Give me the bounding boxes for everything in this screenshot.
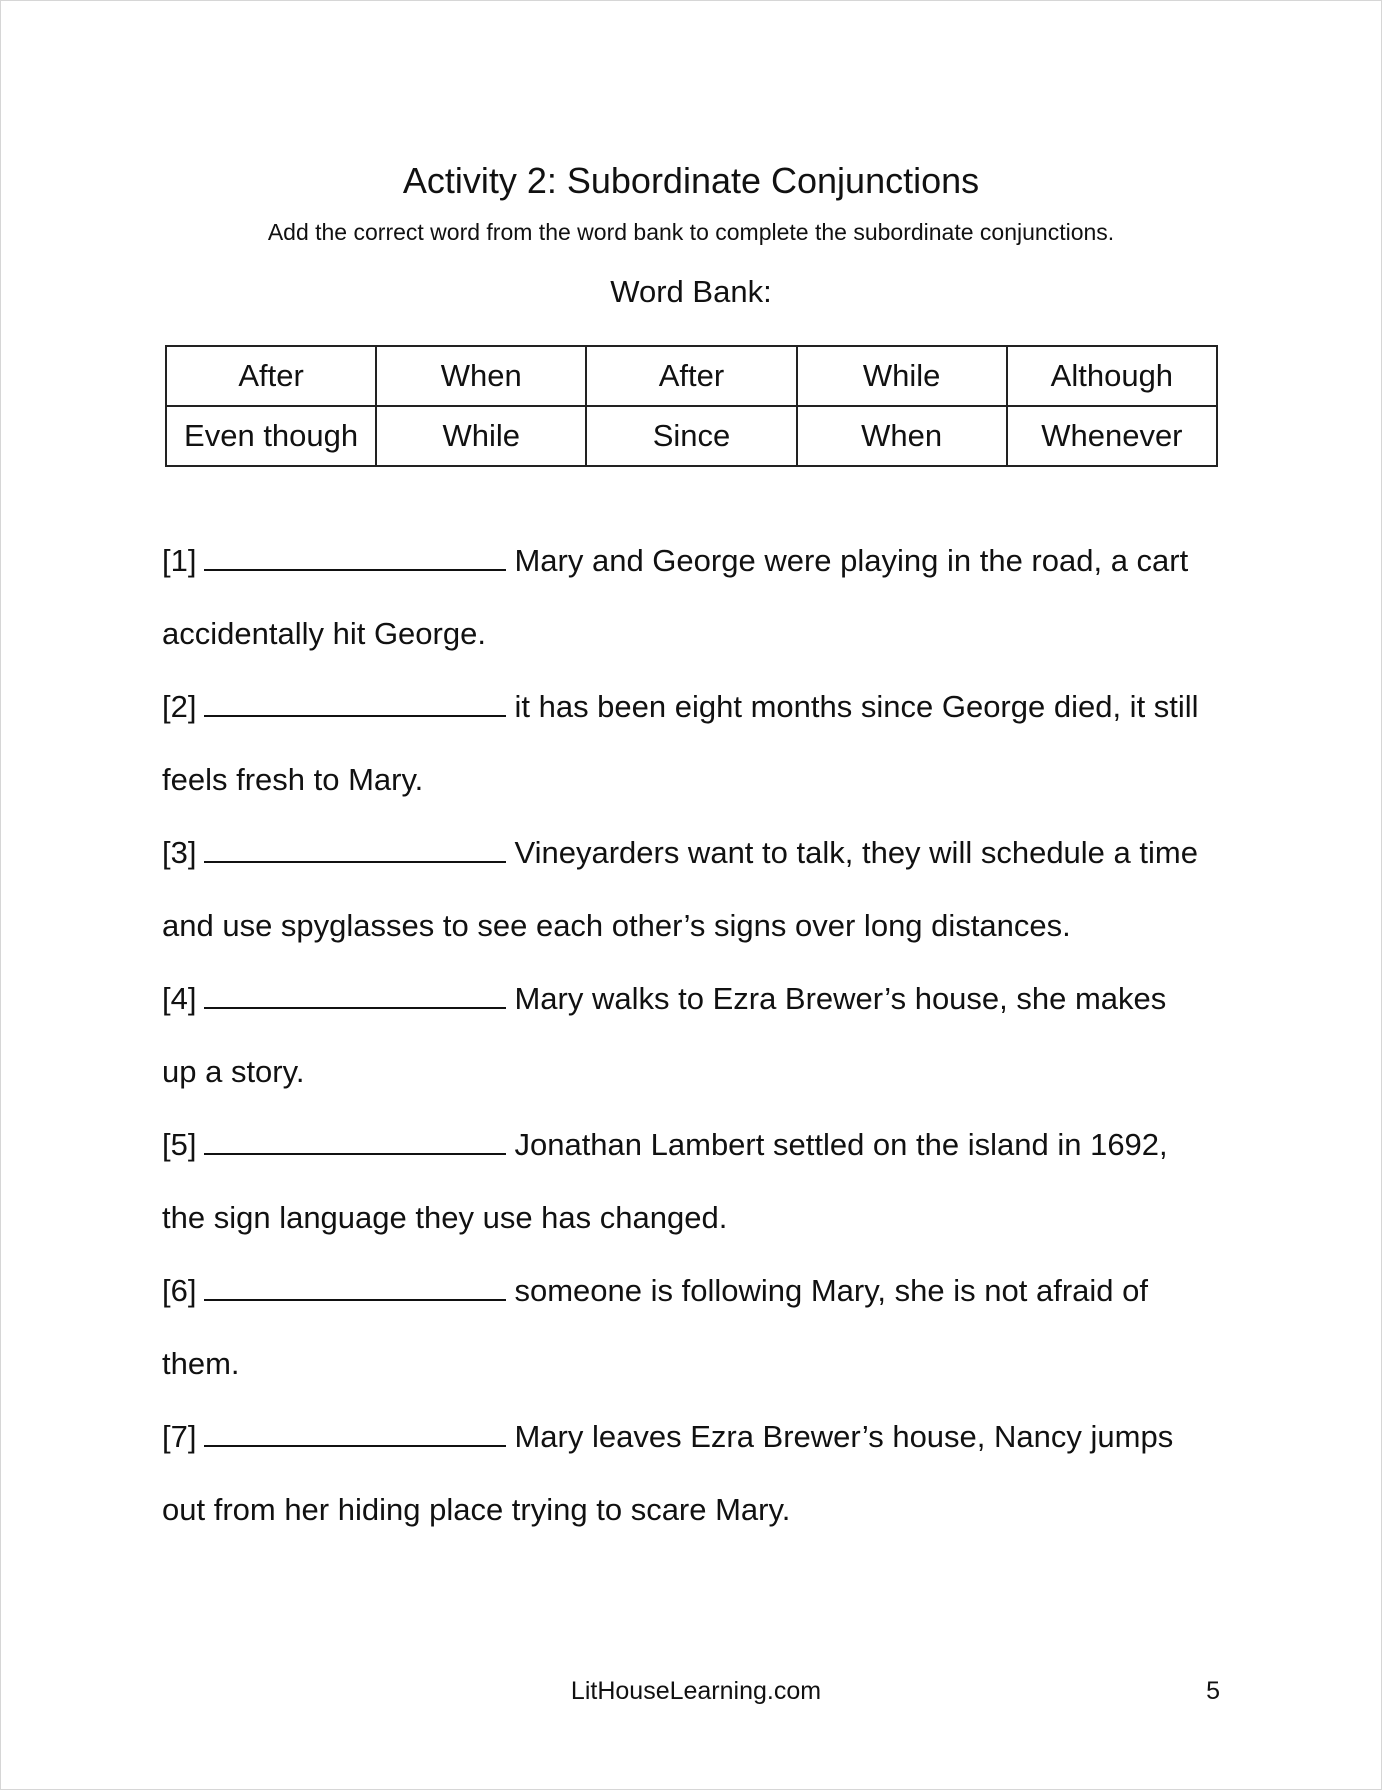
answer-blank[interactable] — [204, 1415, 506, 1447]
word-bank-row — [166, 346, 1217, 406]
item-number: [5] — [162, 1127, 197, 1162]
exercise-item-6 — [162, 1254, 1232, 1400]
item-text-line2: the sign language they use has changed. — [162, 1200, 728, 1235]
word-bank-row — [166, 406, 1217, 466]
answer-blank[interactable] — [204, 831, 506, 863]
word-bank-cell: When — [376, 346, 586, 406]
exercise-item-1 — [162, 524, 1232, 670]
item-text-line1: Mary walks to Ezra Brewer’s house, she makes — [514, 981, 1167, 1016]
word-bank-cell: Since — [586, 406, 796, 466]
answer-blank[interactable] — [204, 1123, 506, 1155]
item-text-line2: accidentally hit George. — [162, 616, 486, 651]
page-number: 5 — [1206, 1677, 1220, 1705]
exercise-list — [162, 524, 1232, 1546]
exercise-item-2 — [162, 670, 1232, 816]
exercise-item-7 — [162, 1400, 1232, 1546]
word-bank-cell: When — [797, 406, 1007, 466]
word-bank-cell: After — [586, 346, 796, 406]
page-title: Activity 2: Subordinate Conjunctions — [402, 160, 980, 201]
exercise-item-4 — [162, 962, 1232, 1108]
word-bank-cell: While — [376, 406, 586, 466]
answer-blank[interactable] — [204, 685, 506, 717]
item-text-line2: out from her hiding place trying to scare Mary. — [162, 1492, 791, 1527]
word-bank-cell: Although — [1007, 346, 1217, 406]
item-text-line2: and use spyglasses to see each other’s signs over long distances. — [162, 908, 1071, 943]
answer-blank[interactable] — [204, 977, 506, 1009]
item-number: [7] — [162, 1419, 197, 1454]
answer-blank[interactable] — [204, 1269, 506, 1301]
item-text-line1: Vineyarders want to talk, they will schedule a time — [514, 835, 1198, 870]
answer-blank[interactable] — [204, 539, 506, 571]
word-bank-label: Word Bank: — [610, 274, 772, 309]
item-text-line1: Mary and George were playing in the road, a cart — [514, 543, 1189, 578]
item-number: [2] — [162, 689, 197, 724]
word-bank-cell: Whenever — [1007, 406, 1217, 466]
item-text-line2: up a story. — [162, 1054, 305, 1089]
item-number: [6] — [162, 1273, 197, 1308]
exercise-item-5 — [162, 1108, 1232, 1254]
exercise-item-3 — [162, 816, 1232, 962]
instructions: Add the correct word from the word bank to complete the subordinate conjunctions. — [267, 219, 1115, 245]
item-text-line1: someone is following Mary, she is not afraid of — [514, 1273, 1148, 1308]
footer-website: LitHouseLearning.com — [570, 1677, 822, 1705]
item-text-line1: Mary leaves Ezra Brewer’s house, Nancy jumps — [514, 1419, 1174, 1454]
item-text-line2: them. — [162, 1346, 240, 1381]
item-text-line2: feels fresh to Mary. — [162, 762, 424, 797]
word-bank-table — [165, 345, 1218, 467]
item-number: [3] — [162, 835, 197, 870]
item-number: [4] — [162, 981, 197, 1016]
item-number: [1] — [162, 543, 197, 578]
item-text-line1: Jonathan Lambert settled on the island in 1692, — [514, 1127, 1168, 1162]
item-text-line1: it has been eight months since George died, it still — [514, 689, 1199, 724]
word-bank-cell: While — [797, 346, 1007, 406]
word-bank-cell: Even though — [166, 406, 376, 466]
word-bank-cell: After — [166, 346, 376, 406]
